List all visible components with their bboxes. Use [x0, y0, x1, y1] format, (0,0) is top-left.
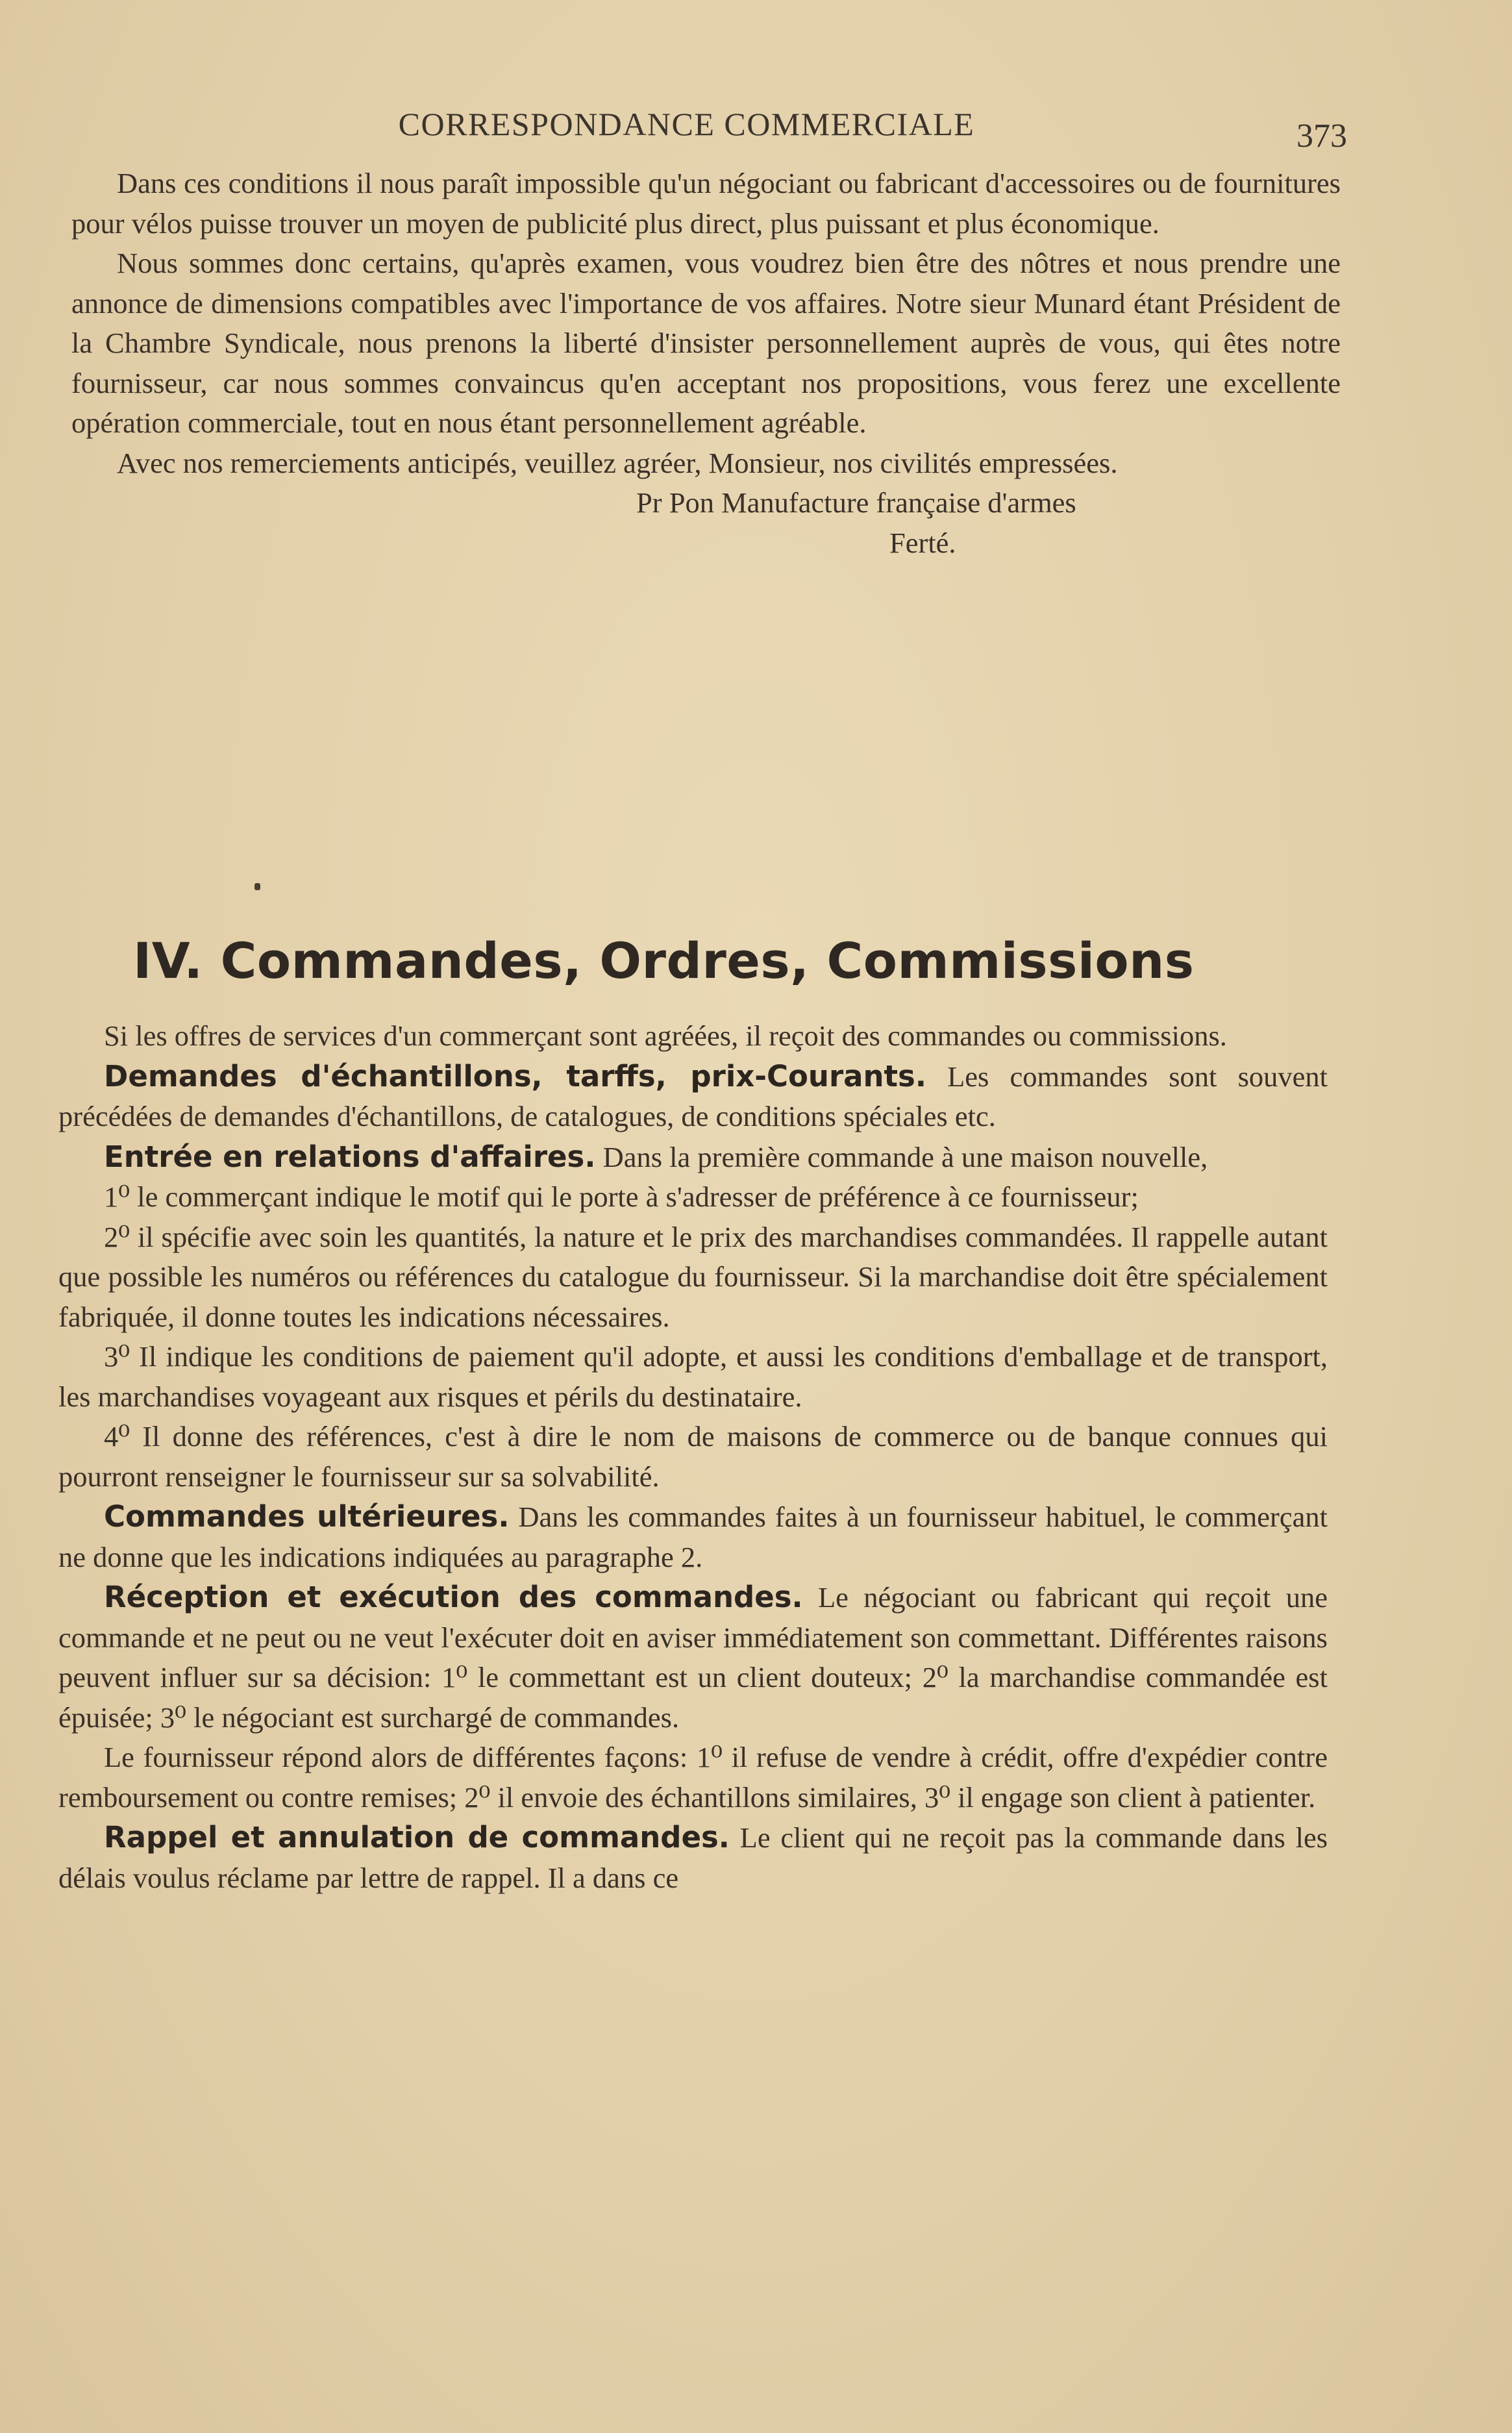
- print-speck: [254, 883, 260, 890]
- chapter-title: IV. Commandes, Ordres, Commissions: [133, 932, 1195, 990]
- page-header: [71, 97, 1347, 156]
- signature-line-1: [71, 483, 1341, 523]
- letter-paragraph-1: Dans ces conditions il nous paraît impossible qu'un négociant ou fabricant d'accessoires ou de fournitures pour vélos puisse trouver un moyen de publicité plus direct, plus puissant et plus économique.: [71, 167, 1341, 240]
- list-item-2: 2⁰ il spécifie avec soin les quantités, la nature et le prix des marchandises commandées. Il rappelle autant que possible les numéros ou références du catalogue du fournisseur. Si la marchandise doit être spécialement fabriquée, il donne toutes les indications nécessaires.: [58, 1220, 1328, 1333]
- rappel-paragraph: [58, 1817, 1328, 1898]
- section-intro: Si les offres de services d'un commerçant sont agréées, il reçoit des commandes ou commissions.: [104, 1019, 1227, 1052]
- reception-paragraph: [58, 1577, 1328, 1738]
- running-title: CORRESPONDANCE COMMERCIALE: [398, 106, 975, 142]
- page-number: 373: [1296, 118, 1347, 155]
- entree-heading: Entrée en relations d'affaires.: [104, 1139, 596, 1174]
- signature-prefix: Pr: [636, 486, 662, 519]
- entree-text: Dans la première commande à une maison nouvelle,: [602, 1140, 1208, 1173]
- rappel-text: Le client qui ne reçoit pas la commande dans les délais voulus réclame par lettre de rappel. Il a dans ce: [58, 1821, 1328, 1894]
- list-item-3: 3⁰ Il indique les conditions de paiement qu'il adopte, et aussi les conditions d'emballage et de transport, les marchandises voyageant aux risques et périls du destinataire.: [58, 1340, 1328, 1413]
- ulterieures-heading: Commandes ultérieures.: [104, 1499, 510, 1534]
- letter-body: [71, 164, 1341, 563]
- ulterieures-paragraph: [58, 1497, 1328, 1577]
- letter-paragraph-3: Avec nos remerciements anticipés, veuillez agréer, Monsieur, nos civilités empressées.: [117, 446, 1118, 479]
- signature-company: Manufacture française d'armes: [721, 486, 1076, 519]
- letter-paragraph-2: Nous sommes donc certains, qu'après examen, vous voudrez bien être des nôtres et nous prendre une annonce de dimensions compatibles avec l'importance de vos affaires. Notre sieur Munard étant Président de la Chambre Syndicale, nous prenons la liberté d'insister personnellement auprès de vous, qui êtes notre fournisseur, car nous sommes convaincus qu'en acceptant nos propositions, vous ferez une excellente opération commerciale, tout en nous étant personnellement agréable.: [71, 247, 1341, 439]
- page: [71, 97, 1347, 563]
- demandes-text: Les commandes sont souvent précédées de demandes d'échantillons, de catalogues, de conditions spéciales etc.: [58, 1060, 1328, 1132]
- reception-text: Le négociant ou fabricant qui reçoit une commande et ne peut ou ne veut l'exécuter doit en aviser immédiatement son commettant. Différentes raisons peuvent influer sur sa décision: 1⁰ le commettant est un client douteux; 2⁰ la marchandise commandée est épuisée; 3⁰ le négociant est surchargé de commandes.: [58, 1581, 1328, 1734]
- list-item-1: 1⁰ le commerçant indique le motif qui le porte à s'adresser de préférence à ce fournisseur;: [104, 1180, 1139, 1213]
- section-body: [58, 1016, 1328, 1898]
- fournisseur-paragraph: Le fournisseur répond alors de différentes façons: 1⁰ il refuse de vendre à crédit, offre d'expédier contre remboursement ou contre remises; 2⁰ il envoie des échantillons similaires, 3⁰ il engage son client à patienter.: [58, 1741, 1328, 1814]
- list-item-4: 4⁰ Il donne des références, c'est à dire le nom de maisons de commerce ou de banque connues qui pourront renseigner le fournisseur sur sa solvabilité.: [58, 1420, 1328, 1493]
- entree-paragraph: [58, 1137, 1328, 1178]
- signature-line-2: Ferté.: [889, 526, 956, 559]
- signature-abbr: Pon: [669, 486, 714, 519]
- demandes-paragraph: [58, 1056, 1328, 1137]
- reception-heading: Réception et exécution des commandes.: [104, 1580, 803, 1614]
- demandes-heading: Demandes d'échantillons, tarffs, prix-Courants.: [104, 1058, 926, 1093]
- ulterieures-text: Dans les commandes faites à un fournisseur habituel, le commerçant ne donne que les indications indiquées au paragraphe 2.: [58, 1501, 1328, 1573]
- rappel-heading: Rappel et annulation de commandes.: [104, 1820, 730, 1854]
